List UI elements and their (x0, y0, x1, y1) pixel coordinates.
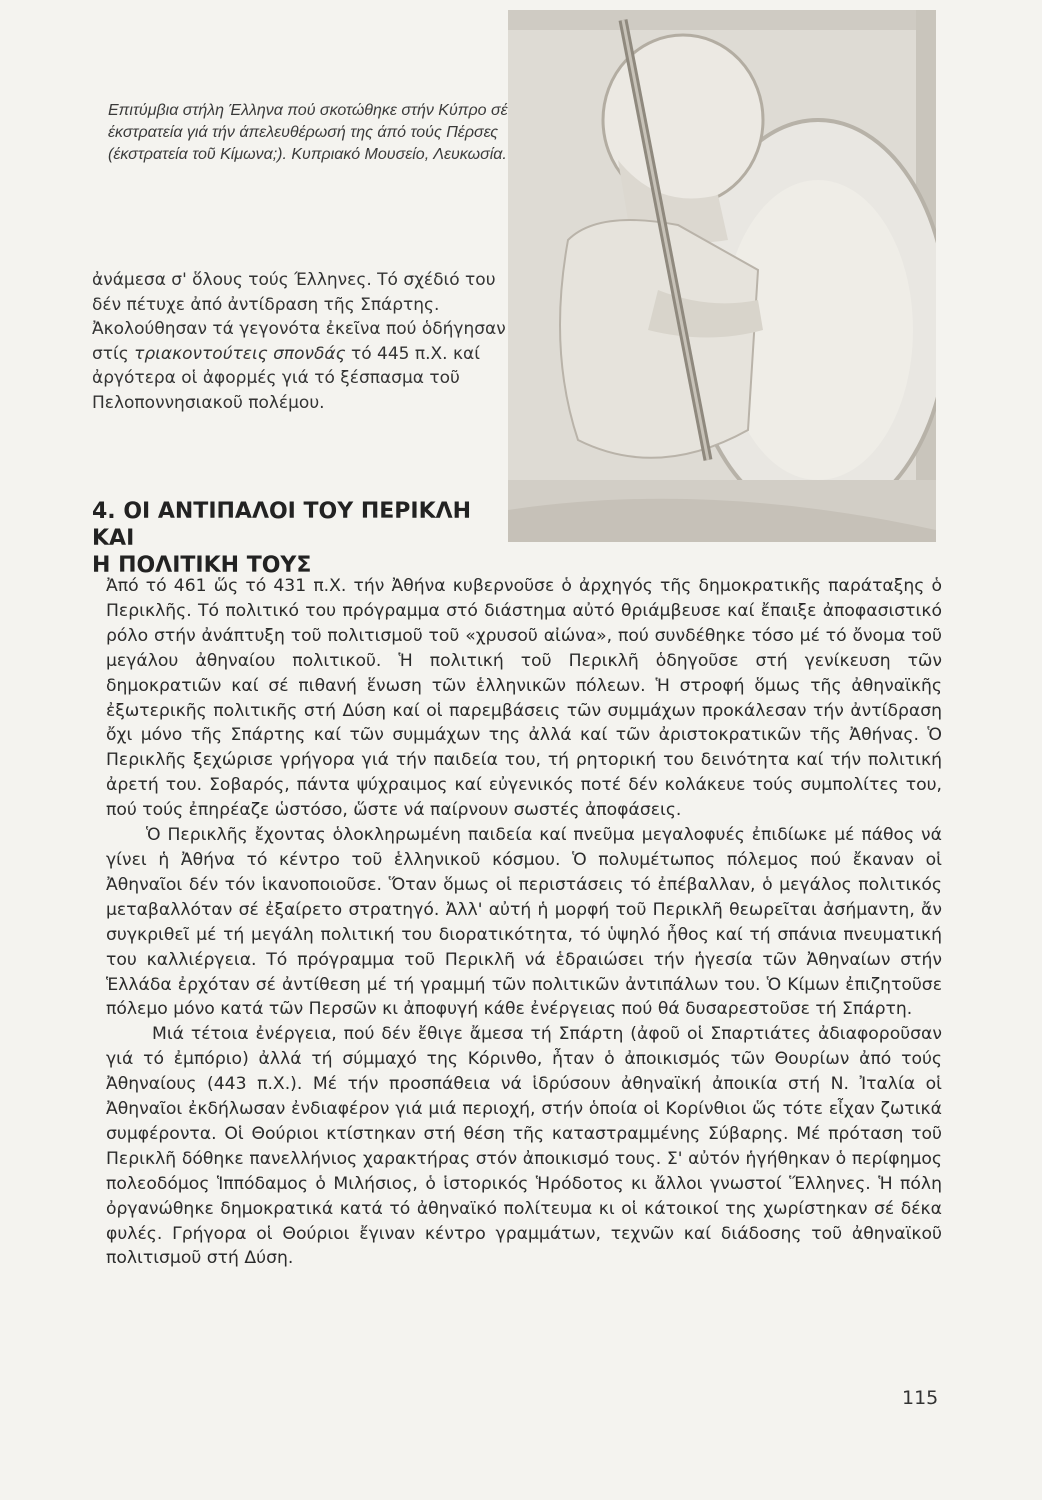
funerary-stele-photo (508, 10, 936, 542)
intro-paragraph (92, 268, 512, 416)
intro-text-after: τό 445 π.Χ. καί ἀργότερα οἱ ἀφορμές γιά τό ξέσπασμα τοῦ Πελοποννησιακοῦ πολέμου. (92, 343, 480, 413)
section-heading-line1: 4. ΟΙ ΑΝΤΙΠΑΛΟΙ ΤΟΥ ΠΕΡΙΚΛΗ ΚΑΙ (92, 499, 472, 551)
figure-caption: Επιτύμβια στήλη Έλληνα πού σκοτώθηκε στήν Κύπρο σέ έκστρατεία γιά τήν άπελευθέρωσή της άπό τούς Πέρσες (έκστρατεία τοῦ Κίμωνα;). Κυπριακό Μουσείο, Λευκωσία. (108, 102, 508, 163)
page-number: 115 (902, 1387, 939, 1409)
stele-relief-image (508, 10, 936, 542)
section-heading (92, 498, 512, 579)
section-heading-line2: Η ΠΟΛΙΤΙΚΗ ΤΟΥΣ (92, 553, 312, 578)
body-paragraph-2: Ὁ Περικλῆς ἔχοντας ὁλοκληρωμένη παιδεία καί πνεῦμα μεγαλοφυές ἐπιδίωκε μέ πάθος νά γίνει ἡ Ἀθήνα τό κέντρο τοῦ ἑλληνικοῦ κόσμου. Ὁ πολυμέτωπος πόλεμος πού ἔκαναν οἱ Ἀθηναῖοι δέν τόν ἱκανοποιοῦσε. Ὅταν ὅμως οἱ περιστάσεις τό ἐπέβαλλαν, ὁ μεγάλος πολιτικός μεταβαλλόταν σέ ἐξαίρετο στρατηγό. Ἀλλ' αὐτή ἡ μορφή τοῦ Περικλῆ θεωρεῖται ἀσήμαντη, ἄν συγκριθεῖ μέ τή μεγάλη πολιτική του διορατικότητα, τό ὑψηλό ἦθος καί τή σπάνια πνευματική του καλλιέργεια. Τό πρόγραμμα τοῦ Περικλῆ νά ἑδραιώσει τήν ἡγεσία τῶν Ἀθηναίων στήν Ἑλλάδα ἐρχόταν σέ ἀντίθεση μέ τή γραμμή τῶν πολιτικῶν ἀντιπάλων του. Ὁ Κίμων ἐπιζητοῦσε πόλεμο μόνο κατά τῶν Περσῶν κι ἀποφυγή κάθε ἐνέργειας πού θά δυσαρεστοῦσε τή Σπάρτη. (106, 825, 942, 1020)
section-body (106, 574, 942, 1271)
body-paragraph-3: Μιά τέτοια ἐνέργεια, πού δέν ἔθιγε ἄμεσα τή Σπάρτη (ἀφοῦ οἱ Σπαρτιάτες ἀδιαφοροῦσαν γιά τό ἐμπόριο) ἀλλά τή σύμμαχό της Κόρινθο, ἦταν ὁ ἀποικισμός τῶν Θουρίων ἀπό τούς Ἀθηναίους (443 π.Χ.). Μέ τήν προσπάθεια νά ἱδρύσουν ἀθηναϊκή ἀποικία στή Ν. Ἰταλία οἱ Ἀθηναῖοι ἐκδήλωσαν ἐνδιαφέρον γιά μιά περιοχή, στήν ὁποία οἱ Κορίνθιοι ὥς τότε εἶχαν ζωτικά συμφέροντα. Οἱ Θούριοι κτίστηκαν στή θέση τῆς καταστραμμένης Σύβαρης. Μέ πρόταση τοῦ Περικλῆ δόθηκε πανελλήνιος χαρακτήρας στόν ἀποικισμό τους. Σ' αὐτόν ἡγήθηκαν ὁ περίφημος πολεοδόμος Ἱππόδαμος ὁ Μιλήσιος, ὁ ἱστορικός Ἡρόδοτος κι ἄλλοι γνωστοί Ἕλληνες. Ἡ πόλη ὀργανώθηκε δημοκρατικά κατά τό ἀθηναϊκό πολίτευμα κι οἱ κάτοικοί της χωρίστηκαν σέ δέκα φυλές. Γρήγορα οἱ Θούριοι ἔγιναν κέντρο γραμμάτων, τεχνῶν καί διάδοσης τοῦ ἀθηναϊκοῦ πολιτισμοῦ στή Δύση. (106, 1024, 942, 1269)
intro-italic-term: τριακοντούτεις σπονδάς (134, 343, 346, 364)
intro-text-before: ἀνάμεσα σ' ὅλους τούς Έλληνες. Τό σχέδιό του δέν πέτυχε ἀπό ἀντίδραση τῆς Σπάρτης. Ἀκολούθησαν τά γεγονότα ἐκεῖνα πού ὁδήγησαν στίς (92, 270, 506, 364)
body-paragraph-1: Ἀπό τό 461 ὥς τό 431 π.Χ. τήν Ἀθήνα κυβερνοῦσε ὁ ἀρχηγός τῆς δημοκρατικῆς παράταξης ὁ Περικλῆς. Τό πολιτικό του πρόγραμμα στό διάστημα αὐτό θριάμβευσε καί ἔπαιξε ἀποφασιστικό ρόλο στήν ἀνάπτυξη τοῦ πολιτισμοῦ τοῦ «χρυσοῦ αἰώνα», πού συνδέθηκε τόσο μέ τό ὄνομα τοῦ μεγάλου ἀθηναίου πολιτικοῦ. Ἡ πολιτική τοῦ Περικλῆ ὁδηγοῦσε στή γενίκευση τῶν δημοκρατιῶν καί σέ πιθανή ἕνωση τῶν ἑλληνικῶν πόλεων. Ἡ στροφή ὅμως τῆς ἀθηναϊκῆς ἐξωτερικῆς πολιτικῆς στή Δύση καί οἱ παρεμβάσεις τῶν συμμάχων προκάλεσαν τήν ἀντίδραση ὄχι μόνο τῆς Σπάρτης καί τῶν συμμάχων της ἀλλά καί τῶν ἀριστοκρατικῶν τῆς Ἀθήνας. Ὁ Περικλῆς ξεχώρισε γρήγορα γιά τήν παιδεία του, τή ρητορική του δεινότητα καί τήν πολιτική ἀρετή του. Σοβαρός, πάντα ψύχραιμος καί εὐγενικός ποτέ δέν κολάκευε τούς συμπολίτες του, πού τούς ἐπηρέαζε ὡστόσο, ὥστε νά παίρνουν σωστές ἀποφάσεις. (106, 576, 942, 821)
